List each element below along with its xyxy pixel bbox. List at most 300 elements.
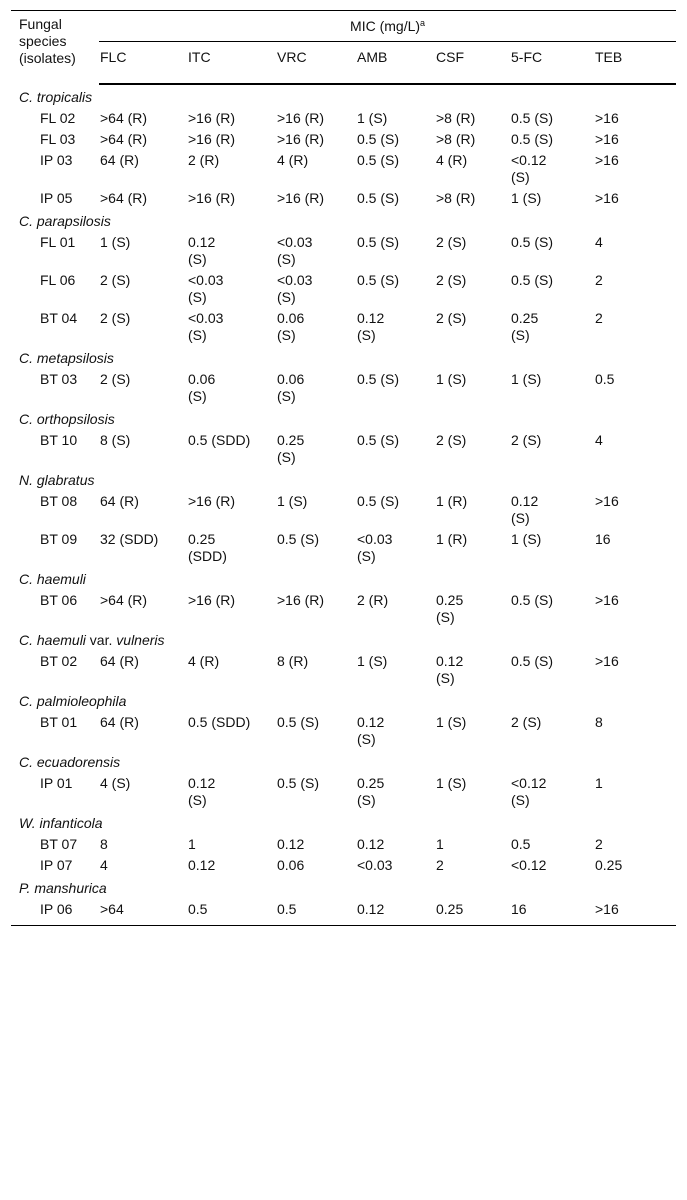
mic-value-teb bbox=[594, 651, 676, 689]
species-name-text: C. orthopsilosis bbox=[19, 411, 115, 427]
species-name-text: N. glabratus bbox=[19, 472, 95, 488]
mic-value-teb bbox=[594, 590, 676, 628]
mic-value-text: 0.25 (S) bbox=[436, 592, 464, 625]
species-group-row bbox=[11, 876, 676, 899]
mic-footnote-marker: a bbox=[420, 18, 426, 28]
species-name bbox=[11, 209, 676, 232]
isolate-id bbox=[11, 529, 99, 567]
mic-value-itc bbox=[187, 651, 276, 689]
mic-value-text: 0.5 (S) bbox=[357, 432, 400, 448]
mic-value-text: >16 bbox=[595, 152, 619, 168]
mic-value-text: 0.12 (S) bbox=[511, 493, 539, 526]
isolate-id-text: BT 06 bbox=[40, 592, 78, 608]
mic-value-teb bbox=[594, 129, 676, 150]
mic-value-csf bbox=[435, 270, 510, 308]
mic-value-text: >16 bbox=[595, 190, 619, 206]
mic-value-text: <0.03 (S) bbox=[357, 531, 393, 564]
species-name-text: C. haemuli bbox=[19, 632, 86, 648]
mic-value-flc bbox=[99, 773, 187, 811]
mic-value-flc bbox=[99, 108, 187, 129]
mic-value-itc bbox=[187, 855, 276, 876]
mic-value-text: 16 bbox=[595, 531, 611, 547]
mic-value-text: 0.12 bbox=[357, 836, 385, 852]
mic-value-5-fc bbox=[510, 108, 594, 129]
mic-value-vrc bbox=[276, 369, 356, 407]
mic-value-text: 0.12 (S) bbox=[188, 775, 216, 808]
species-name bbox=[11, 811, 676, 834]
mic-header-label: MIC (mg/L) bbox=[350, 18, 421, 34]
species-name-text: C. haemuli bbox=[19, 571, 86, 587]
mic-value-csf bbox=[435, 308, 510, 346]
mic-value-csf bbox=[435, 491, 510, 529]
mic-value-text: <0.03 (S) bbox=[188, 310, 224, 343]
table-row bbox=[11, 430, 676, 468]
isolate-id-text: IP 03 bbox=[40, 152, 73, 168]
mic-value-text: 2 bbox=[595, 272, 603, 288]
mic-value-text: 1 (S) bbox=[357, 110, 388, 126]
mic-value-text: 0.5 (S) bbox=[277, 531, 320, 547]
mic-value-text: 0.5 (S) bbox=[357, 131, 400, 147]
drug-header-itc: ITC bbox=[187, 42, 276, 84]
mic-value-text: 0.06 (S) bbox=[277, 310, 305, 343]
mic-value-5-fc bbox=[510, 590, 594, 628]
mic-value-text: >16 (R) bbox=[188, 110, 236, 126]
mic-value-amb bbox=[356, 651, 435, 689]
table-row bbox=[11, 899, 676, 926]
isolate-id-text: BT 10 bbox=[40, 432, 78, 448]
mic-value-itc bbox=[187, 129, 276, 150]
mic-value-text: >16 (R) bbox=[277, 110, 325, 126]
mic-value-text: 0.5 (S) bbox=[357, 493, 400, 509]
mic-value-vrc bbox=[276, 150, 356, 188]
table-row bbox=[11, 308, 676, 346]
species-group-row bbox=[11, 689, 676, 712]
mic-value-5-fc bbox=[510, 308, 594, 346]
mic-value-text: 0.5 (S) bbox=[511, 592, 554, 608]
mic-value-text: 1 (S) bbox=[511, 190, 542, 206]
mic-value-text: 2 (S) bbox=[436, 310, 467, 326]
isolate-id-text: IP 01 bbox=[40, 775, 73, 791]
species-name-text: C. metapsilosis bbox=[19, 350, 114, 366]
table-row bbox=[11, 773, 676, 811]
mic-value-vrc bbox=[276, 855, 356, 876]
mic-value-text: 0.06 bbox=[277, 857, 305, 873]
drug-header-csf: CSF bbox=[435, 42, 510, 84]
mic-table bbox=[11, 10, 676, 926]
mic-value-text: 2 bbox=[595, 836, 603, 852]
mic-value-text: >16 bbox=[595, 653, 619, 669]
species-name bbox=[11, 628, 676, 651]
species-name bbox=[11, 84, 676, 108]
mic-value-csf bbox=[435, 108, 510, 129]
mic-value-vrc bbox=[276, 308, 356, 346]
mic-value-text: 0.12 (S) bbox=[357, 714, 385, 747]
species-name-text: P. manshurica bbox=[19, 880, 107, 896]
mic-value-vrc bbox=[276, 899, 356, 926]
mic-value-text: 0.5 (S) bbox=[277, 714, 320, 730]
mic-value-teb bbox=[594, 712, 676, 750]
mic-value-text: 2 (S) bbox=[511, 714, 542, 730]
mic-value-text: 2 (S) bbox=[100, 310, 131, 326]
mic-value-text: 0.5 (S) bbox=[357, 190, 400, 206]
species-name bbox=[11, 407, 676, 430]
mic-value-text: 2 bbox=[595, 310, 603, 326]
mic-value-text: 0.5 (S) bbox=[357, 234, 400, 250]
mic-value-text: <0.03 (S) bbox=[277, 234, 313, 267]
isolate-id bbox=[11, 270, 99, 308]
mic-value-vrc bbox=[276, 651, 356, 689]
species-group-row bbox=[11, 468, 676, 491]
mic-value-text: 2 (R) bbox=[188, 152, 220, 168]
mic-value-text: 0.5 (S) bbox=[511, 653, 554, 669]
isolate-id bbox=[11, 108, 99, 129]
mic-value-vrc bbox=[276, 232, 356, 270]
mic-value-itc bbox=[187, 270, 276, 308]
isolate-id-text: IP 07 bbox=[40, 857, 73, 873]
mic-value-text: 8 bbox=[100, 836, 108, 852]
mic-value-vrc bbox=[276, 712, 356, 750]
mic-value-vrc bbox=[276, 834, 356, 855]
table-row bbox=[11, 529, 676, 567]
isolate-id-text: FL 01 bbox=[40, 234, 76, 250]
mic-value-teb bbox=[594, 270, 676, 308]
isolate-id bbox=[11, 834, 99, 855]
drug-header-teb: TEB bbox=[594, 42, 676, 84]
mic-value-text: 1 bbox=[188, 836, 196, 852]
mic-value-text: 1 (S) bbox=[436, 775, 467, 791]
mic-value-flc bbox=[99, 899, 187, 926]
table-row bbox=[11, 590, 676, 628]
mic-value-amb bbox=[356, 188, 435, 209]
mic-value-text: 0.25 bbox=[595, 857, 623, 873]
drug-header-row bbox=[11, 42, 676, 84]
isolate-id-text: BT 03 bbox=[40, 371, 78, 387]
mic-value-vrc bbox=[276, 108, 356, 129]
mic-value-amb bbox=[356, 773, 435, 811]
isolate-id bbox=[11, 430, 99, 468]
mic-value-teb bbox=[594, 150, 676, 188]
mic-value-text: 0.25 (S) bbox=[357, 775, 385, 808]
mic-header bbox=[99, 11, 676, 42]
mic-value-text: 2 (S) bbox=[100, 272, 131, 288]
mic-value-text: >16 (R) bbox=[277, 592, 325, 608]
mic-value-text: >16 (R) bbox=[188, 190, 236, 206]
mic-value-text: >16 (R) bbox=[188, 493, 236, 509]
mic-value-text: 4 bbox=[100, 857, 108, 873]
mic-value-csf bbox=[435, 150, 510, 188]
mic-value-text: 0.5 (S) bbox=[511, 110, 554, 126]
species-variety-name: vulneris bbox=[116, 632, 165, 648]
species-name-text: W. infanticola bbox=[19, 815, 103, 831]
mic-value-text: 64 (R) bbox=[100, 152, 139, 168]
mic-value-text: 4 (R) bbox=[277, 152, 309, 168]
mic-value-text: 0.5 (S) bbox=[511, 234, 554, 250]
drug-header-5-fc: 5-FC bbox=[510, 42, 594, 84]
mic-value-text: 0.5 bbox=[511, 836, 531, 852]
mic-value-teb bbox=[594, 108, 676, 129]
mic-value-text: <0.03 bbox=[357, 857, 393, 873]
isolate-id bbox=[11, 150, 99, 188]
mic-value-text: 0.5 (SDD) bbox=[188, 714, 251, 730]
mic-value-5-fc bbox=[510, 491, 594, 529]
mic-value-amb bbox=[356, 430, 435, 468]
mic-value-csf bbox=[435, 232, 510, 270]
mic-value-teb bbox=[594, 834, 676, 855]
mic-value-csf bbox=[435, 529, 510, 567]
mic-value-vrc bbox=[276, 529, 356, 567]
mic-value-text: 0.5 (S) bbox=[277, 775, 320, 791]
mic-value-itc bbox=[187, 430, 276, 468]
mic-value-amb bbox=[356, 855, 435, 876]
mic-value-vrc bbox=[276, 188, 356, 209]
mic-value-itc bbox=[187, 369, 276, 407]
mic-value-csf bbox=[435, 430, 510, 468]
mic-value-text: 1 (S) bbox=[100, 234, 131, 250]
mic-value-text: 2 bbox=[436, 857, 444, 873]
table-row bbox=[11, 491, 676, 529]
mic-value-amb bbox=[356, 369, 435, 407]
species-name bbox=[11, 468, 676, 491]
mic-value-csf bbox=[435, 899, 510, 926]
isolate-id-text: BT 09 bbox=[40, 531, 78, 547]
mic-value-text: 1 (S) bbox=[436, 714, 467, 730]
mic-value-amb bbox=[356, 712, 435, 750]
table-row bbox=[11, 651, 676, 689]
mic-value-amb bbox=[356, 232, 435, 270]
table-row bbox=[11, 270, 676, 308]
mic-value-text: 64 (R) bbox=[100, 653, 139, 669]
mic-value-5-fc bbox=[510, 150, 594, 188]
mic-value-text: <0.03 (S) bbox=[277, 272, 313, 305]
mic-value-text: >64 (R) bbox=[100, 190, 148, 206]
mic-value-text: 1 (S) bbox=[357, 653, 388, 669]
drug-header-vrc: VRC bbox=[276, 42, 356, 84]
mic-value-csf bbox=[435, 773, 510, 811]
isolate-id bbox=[11, 308, 99, 346]
mic-value-text: >64 (R) bbox=[100, 110, 148, 126]
mic-value-text: 2 (S) bbox=[511, 432, 542, 448]
mic-value-text: 0.5 (S) bbox=[357, 272, 400, 288]
mic-value-teb bbox=[594, 369, 676, 407]
mic-value-text: <0.12 bbox=[511, 857, 547, 873]
species-name-text: C. palmioleophila bbox=[19, 693, 127, 709]
mic-value-csf bbox=[435, 855, 510, 876]
mic-value-text: 1 (R) bbox=[436, 493, 468, 509]
mic-value-text: 0.12 bbox=[277, 836, 305, 852]
isolate-id bbox=[11, 491, 99, 529]
mic-value-flc bbox=[99, 150, 187, 188]
mic-value-amb bbox=[356, 150, 435, 188]
isolate-id bbox=[11, 129, 99, 150]
mic-value-text: 4 (R) bbox=[188, 653, 220, 669]
isolate-id-text: BT 01 bbox=[40, 714, 78, 730]
mic-value-itc bbox=[187, 108, 276, 129]
drug-header-flc: FLC bbox=[99, 42, 187, 84]
mic-value-itc bbox=[187, 773, 276, 811]
mic-value-text: 16 bbox=[511, 901, 527, 917]
mic-value-text: 0.5 (S) bbox=[511, 131, 554, 147]
mic-value-teb bbox=[594, 773, 676, 811]
mic-value-text: 8 bbox=[595, 714, 603, 730]
mic-value-text: 0.12 bbox=[188, 857, 216, 873]
mic-value-itc bbox=[187, 232, 276, 270]
isolate-id bbox=[11, 369, 99, 407]
mic-value-flc bbox=[99, 129, 187, 150]
mic-value-text: 1 (S) bbox=[436, 371, 467, 387]
mic-value-text: >64 bbox=[100, 901, 124, 917]
mic-value-text: 1 bbox=[595, 775, 603, 791]
table-body bbox=[11, 84, 676, 926]
mic-value-5-fc bbox=[510, 129, 594, 150]
table-row bbox=[11, 712, 676, 750]
mic-value-itc bbox=[187, 150, 276, 188]
mic-value-teb bbox=[594, 232, 676, 270]
species-name bbox=[11, 689, 676, 712]
mic-value-text: 32 (SDD) bbox=[100, 531, 159, 547]
mic-value-flc bbox=[99, 651, 187, 689]
mic-value-amb bbox=[356, 491, 435, 529]
mic-value-text: 0.12 (S) bbox=[357, 310, 385, 343]
isolate-id bbox=[11, 712, 99, 750]
species-group-row bbox=[11, 567, 676, 590]
mic-value-flc bbox=[99, 270, 187, 308]
mic-value-csf bbox=[435, 712, 510, 750]
isolate-id-text: BT 08 bbox=[40, 493, 78, 509]
mic-value-text: <0.12 (S) bbox=[511, 152, 547, 185]
mic-value-text: 64 (R) bbox=[100, 714, 139, 730]
mic-value-text: 2 (S) bbox=[436, 272, 467, 288]
mic-value-text: >8 (R) bbox=[436, 110, 476, 126]
mic-value-amb bbox=[356, 834, 435, 855]
table-row bbox=[11, 129, 676, 150]
mic-value-itc bbox=[187, 712, 276, 750]
mic-value-text: 4 bbox=[595, 432, 603, 448]
mic-value-5-fc bbox=[510, 712, 594, 750]
mic-value-text: 2 (S) bbox=[436, 234, 467, 250]
mic-value-text: 0.25 (S) bbox=[511, 310, 539, 343]
isolate-id-text: BT 07 bbox=[40, 836, 78, 852]
mic-value-text: 0.5 bbox=[277, 901, 297, 917]
isolate-id-text: BT 04 bbox=[40, 310, 78, 326]
mic-value-flc bbox=[99, 529, 187, 567]
species-group-row bbox=[11, 346, 676, 369]
mic-value-text: 0.06 (S) bbox=[277, 371, 305, 404]
mic-value-vrc bbox=[276, 491, 356, 529]
mic-value-5-fc bbox=[510, 430, 594, 468]
mic-value-5-fc bbox=[510, 270, 594, 308]
species-column-header bbox=[11, 11, 99, 85]
mic-value-text: 4 bbox=[595, 234, 603, 250]
mic-value-teb bbox=[594, 308, 676, 346]
isolate-id bbox=[11, 899, 99, 926]
table-row bbox=[11, 369, 676, 407]
species-name bbox=[11, 567, 676, 590]
mic-value-text: 0.25 (S) bbox=[277, 432, 305, 465]
mic-value-csf bbox=[435, 369, 510, 407]
table-header bbox=[11, 11, 676, 85]
mic-value-itc bbox=[187, 529, 276, 567]
mic-value-itc bbox=[187, 308, 276, 346]
isolate-id bbox=[11, 232, 99, 270]
mic-value-text: >64 (R) bbox=[100, 592, 148, 608]
mic-value-text: 4 (R) bbox=[436, 152, 468, 168]
species-header-label: Fungal species (isolates) bbox=[19, 16, 76, 66]
mic-value-text: 2 (S) bbox=[100, 371, 131, 387]
mic-value-text: 0.5 bbox=[188, 901, 208, 917]
mic-value-text: 8 (R) bbox=[277, 653, 309, 669]
mic-value-text: >16 (R) bbox=[277, 190, 325, 206]
isolate-id bbox=[11, 651, 99, 689]
mic-value-5-fc bbox=[510, 529, 594, 567]
mic-value-text: >16 bbox=[595, 493, 619, 509]
species-group-row bbox=[11, 209, 676, 232]
mic-value-csf bbox=[435, 834, 510, 855]
mic-value-text: >16 (R) bbox=[188, 131, 236, 147]
mic-value-amb bbox=[356, 590, 435, 628]
mic-value-teb bbox=[594, 899, 676, 926]
mic-value-5-fc bbox=[510, 899, 594, 926]
mic-value-text: >8 (R) bbox=[436, 131, 476, 147]
mic-value-teb bbox=[594, 491, 676, 529]
mic-value-text: 0.12 (S) bbox=[188, 234, 216, 267]
mic-value-csf bbox=[435, 188, 510, 209]
isolate-id-text: IP 06 bbox=[40, 901, 73, 917]
mic-value-5-fc bbox=[510, 855, 594, 876]
mic-value-teb bbox=[594, 430, 676, 468]
isolate-id bbox=[11, 855, 99, 876]
mic-value-text: 1 (R) bbox=[436, 531, 468, 547]
mic-value-text: 0.5 (SDD) bbox=[188, 432, 251, 448]
species-name-text: C. parapsilosis bbox=[19, 213, 111, 229]
mic-value-flc bbox=[99, 855, 187, 876]
mic-value-text: 1 (S) bbox=[511, 371, 542, 387]
mic-value-amb bbox=[356, 108, 435, 129]
species-name-text: C. tropicalis bbox=[19, 89, 93, 105]
mic-value-text: 0.12 (S) bbox=[436, 653, 464, 686]
mic-value-csf bbox=[435, 129, 510, 150]
table-row bbox=[11, 188, 676, 209]
mic-value-amb bbox=[356, 529, 435, 567]
mic-value-vrc bbox=[276, 430, 356, 468]
mic-value-flc bbox=[99, 430, 187, 468]
mic-value-5-fc bbox=[510, 651, 594, 689]
mic-value-teb bbox=[594, 188, 676, 209]
mic-value-vrc bbox=[276, 270, 356, 308]
mic-value-flc bbox=[99, 491, 187, 529]
mic-value-text: >8 (R) bbox=[436, 190, 476, 206]
species-name bbox=[11, 876, 676, 899]
mic-value-itc bbox=[187, 590, 276, 628]
mic-value-text: 4 (S) bbox=[100, 775, 131, 791]
mic-value-text: <0.12 (S) bbox=[511, 775, 547, 808]
species-group-row bbox=[11, 628, 676, 651]
isolate-id bbox=[11, 188, 99, 209]
table-row bbox=[11, 232, 676, 270]
mic-value-text: 0.5 (S) bbox=[357, 371, 400, 387]
mic-value-text: >16 bbox=[595, 110, 619, 126]
drug-header-amb: AMB bbox=[356, 42, 435, 84]
table-row bbox=[11, 834, 676, 855]
mic-value-5-fc bbox=[510, 369, 594, 407]
mic-value-vrc bbox=[276, 773, 356, 811]
mic-value-itc bbox=[187, 491, 276, 529]
mic-value-text: >16 (R) bbox=[188, 592, 236, 608]
mic-value-teb bbox=[594, 529, 676, 567]
mic-value-itc bbox=[187, 834, 276, 855]
isolate-id-text: FL 06 bbox=[40, 272, 76, 288]
mic-value-flc bbox=[99, 834, 187, 855]
species-variety-connector: var. bbox=[85, 632, 117, 648]
